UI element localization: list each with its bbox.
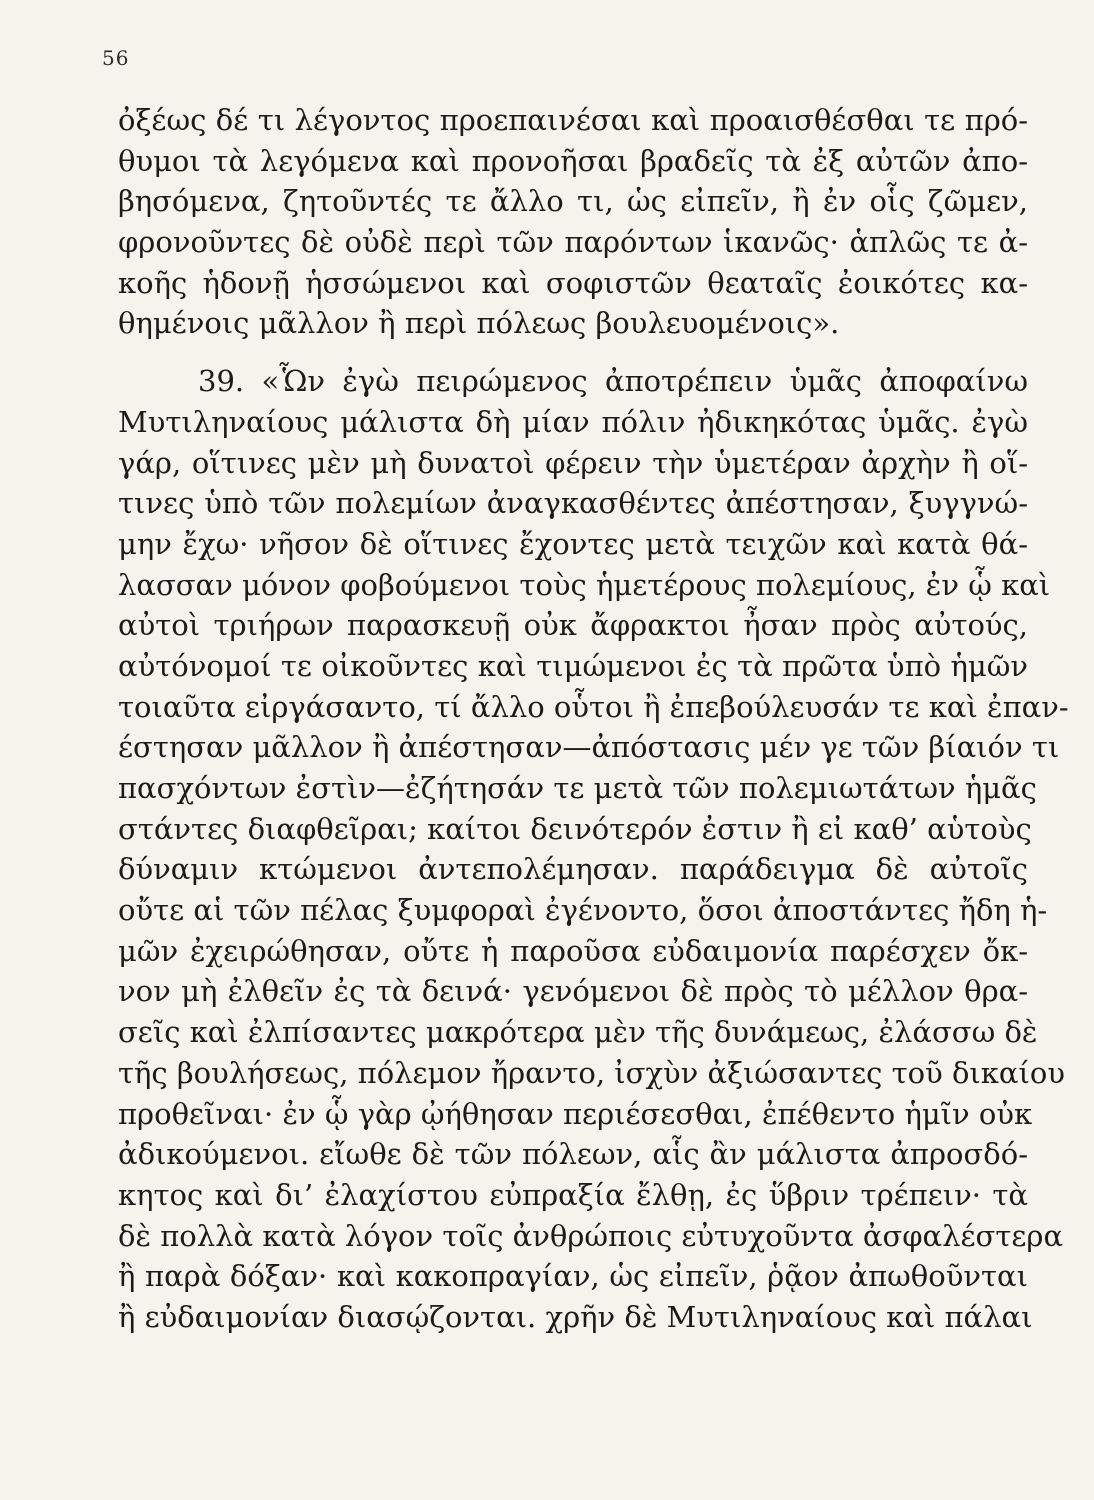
text-line: ἀδικούμενοι. εἴωθε δὲ τῶν πόλεων, αἷς ἂν μάλιστα ἀπροσδό- xyxy=(118,1137,1028,1172)
section-heading-line: 39. «Ὧν ἐγὼ πειρώμενος ἀποτρέπειν ὑμᾶς ἀποφαίνω xyxy=(198,364,1028,399)
text-line: τῆς βουλήσεως, πόλεμον ἤραντο, ἰσχὺν ἀξιώσαντες τοῦ δικαίου xyxy=(118,1055,1065,1090)
text-line: τοιαῦτα εἰργάσαντο, τί ἄλλο οὗτοι ἢ ἐπεβούλευσάν τε καὶ ἐπαν- xyxy=(118,689,1069,724)
text-line: δὲ πολλὰ κατὰ λόγον τοῖς ἀνθρώποις εὐτυχοῦντα ἀσφαλέστερα xyxy=(118,1218,1064,1253)
paragraph-2 xyxy=(118,361,1069,1419)
body-text xyxy=(118,100,1069,1419)
text-line: μῶν ἐχειρώθησαν, οὔτε ἡ παροῦσα εὐδαιμονία παρέσχεν ὄκ- xyxy=(118,933,1028,968)
text-line: πασχόντων ἐστὶν—ἐζήτησάν τε μετὰ τῶν πολεμιωτάτων ἡμᾶς xyxy=(118,771,1037,805)
text-line xyxy=(118,1338,1028,1379)
text-line: ὀξέως δέ τι λέγοντος προεπαινέσαι καὶ προαισθέσθαι τε πρό- xyxy=(118,103,1028,137)
paragraph-gap xyxy=(118,344,1028,361)
text-line: τινες ὑπὸ τῶν πολεμίων ἀναγκασθέντες ἀπέστησαν, ξυγγνώ- xyxy=(118,486,1028,521)
text-line: έστησαν μᾶλλον ἢ ἀπέστησαν—ἀπόστασις μέν γε τῶν βίαιόν τι xyxy=(118,730,1060,765)
text-line: ἢ εὐδαιμονίαν διασῴζονται. χρῆν δὲ Μυτιληναίους καὶ πάλαι xyxy=(118,1299,1033,1334)
text-line: οὔτε αἱ τῶν πέλας ξυμφοραὶ ἐγένοντο, ὅσοι ἀποστάντες ἤδη ἡ- xyxy=(118,893,1048,928)
text-line: φρονοῦντες δὲ οὐδὲ περὶ τῶν παρόντων ἱκανῶς· ἁπλῶς τε ἀ- xyxy=(118,225,1028,260)
text-line: δύναμιν κτώμενοι ἀντεπολέμησαν. παράδειγμα δὲ αὐτοῖς xyxy=(118,852,1028,887)
text-line: αὐτοὶ τριήρων παρασκευῇ οὐκ ἄφρακτοι ἦσαν πρὸς αὐτούς, xyxy=(118,608,1028,643)
page-number: 56 xyxy=(102,46,130,70)
text-line: γάρ, οἵτινες μὲν μὴ δυνατοὶ φέρειν τὴν ὑμετέραν ἀρχὴν ἢ οἵ- xyxy=(118,445,1028,480)
text-line: κητος καὶ δι’ ἐλαχίστου εὐπραξία ἔλθῃ, ἐς ὕβριν τρέπειν· τὰ xyxy=(118,1177,1028,1212)
text-line: ἢ παρὰ δόξαν· καὶ κακοπραγίαν, ὡς εἰπεῖν, ῥᾷον ἀπωθοῦνται xyxy=(118,1259,1028,1294)
text-line: σεῖς καὶ ἐλπίσαντες μακρότερα μὲν τῆς δυνάμεως, ἐλάσσω δὲ xyxy=(118,1015,1038,1050)
text-line: λασσαν μόνον φοβούμενοι τοὺς ἡμετέρους πολεμίους, ἐν ᾧ καὶ xyxy=(118,567,1051,602)
text-line: αὐτόνομοί τε οἰκοῦντες καὶ τιμώμενοι ἐς τὰ πρῶτα ὑπὸ ἡμῶν xyxy=(118,648,1028,683)
paragraph-1 xyxy=(118,100,1028,344)
text-line: θημένοις μᾶλλον ἢ περὶ πόλεως βουλευομένοις». xyxy=(118,306,840,341)
text-line xyxy=(118,1378,1028,1419)
text-line: προθεῖναι· ἐν ᾧ γὰρ ᾠήθησαν περιέσεσθαι, ἐπέθεντο ἡμῖν οὐκ xyxy=(118,1096,1033,1131)
text-line: στάντες διαφθεῖραι; καίτοι δεινότερόν ἐστιν ἢ εἰ καθ’ αὑτοὺς xyxy=(118,811,1032,846)
text-line: νον μὴ ἐλθεῖν ἐς τὰ δεινά· γενόμενοι δὲ πρὸς τὸ μέλλον θρα- xyxy=(118,974,1028,1009)
text-line: βησόμενα, ζητοῦντές τε ἄλλο τι, ὡς εἰπεῖν, ἢ ἐν οἷς ζῶμεν, xyxy=(118,184,1028,219)
text-line: μην ἔχω· νῆσον δὲ οἵτινες ἔχοντες μετὰ τειχῶν καὶ κατὰ θά- xyxy=(118,526,1028,561)
text-line: Μυτιληναίους μάλιστα δὴ μίαν πόλιν ἠδικηκότας ὑμᾶς. ἐγὼ xyxy=(118,404,1028,439)
text-line: θυμοι τὰ λεγόμενα καὶ προνοῆσαι βραδεῖς τὰ ἐξ αὐτῶν ἀπο- xyxy=(118,143,1028,178)
text-line: κοῆς ἡδονῇ ἡσσώμενοι καὶ σοφιστῶν θεαταῖς ἐοικότες κα- xyxy=(118,265,1028,300)
